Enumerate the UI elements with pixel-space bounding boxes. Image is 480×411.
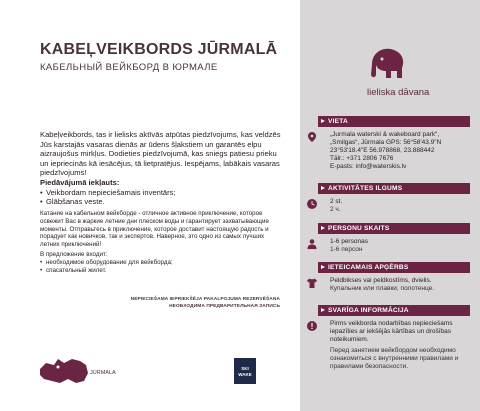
section-duration xyxy=(318,183,470,214)
page-title: KABEĻVEIKBORDS JŪRMALĀ xyxy=(40,41,278,58)
section-title: IETEICAMAIS APĢĒRBS xyxy=(318,262,470,273)
clothing-lv: Peldbikses vai peldkostīms, dvielis. xyxy=(330,277,432,284)
location-phone: Tālr.: +371 2806 7676 xyxy=(330,155,394,162)
ru-paragraph: Катание на кабельном вейкборде - отличное активное приключение, которое освежит Вас в жаркие летние дни плеском воды и гарантирует захватывающие моменты. Отправьтесь в приключение, которое доставит настоящую радость и порадует как новичков, так и экспертов. Наверное, это одно из самых лучших летних приключений! xyxy=(40,209,269,249)
list-item: • спасательный жилет. xyxy=(40,267,282,275)
latvia-map-icon xyxy=(38,355,90,387)
ru-list xyxy=(40,259,282,275)
section-location xyxy=(318,116,470,171)
location-email: E-pasts: info@waterskis.lv xyxy=(330,163,407,170)
section-title: PERSONU SKAITS xyxy=(318,223,470,234)
ru-list-title: В предложение входит: xyxy=(40,251,108,259)
elephant-logo-icon xyxy=(366,44,408,84)
brand-name: lieliska dāvana xyxy=(367,87,430,98)
location-pin-icon xyxy=(306,131,318,143)
section-title: VIETA xyxy=(318,116,470,127)
list-item: • Veikbordam nepieciešamais inventārs; xyxy=(40,188,282,198)
booking-note-lv: NEPIECIEŠAMA IEPRIEKŠĒJA PAKALPOJUMA REZERVĒŠANA xyxy=(130,297,280,302)
map-label: JŪRMALA xyxy=(90,370,116,376)
section-safety xyxy=(318,305,470,371)
ski-wake-logo: SKI WAKE xyxy=(234,358,256,384)
lv-list-title: Piedāvājumā iekļauts: xyxy=(40,177,120,187)
persons-ru: 1-6 персон xyxy=(330,246,363,253)
ru-block xyxy=(40,210,282,275)
duration-lv: 2 st. xyxy=(330,198,343,205)
warning-icon xyxy=(306,320,318,332)
duration-ru: 2 ч. xyxy=(330,206,341,213)
page-subtitle: КАБЕЛЬНЫЙ ВЕЙКБОРД В ЮРМАЛЕ xyxy=(40,62,218,73)
shirt-icon xyxy=(306,277,318,289)
booking-note xyxy=(80,296,280,310)
safety-lv: Pirms veikborda nodarbības nepieciešams iepazīties ar iekšējās kārtības un drošības noteikumiem. xyxy=(330,320,453,343)
person-icon xyxy=(306,238,318,250)
safety-ru: Перед занятием вейкбордом необходимо ознакомиться с внутренними правилами и правилами безопасности. xyxy=(330,347,459,370)
section-persons xyxy=(318,223,470,254)
booking-note-ru: НЕОБХОДИМА ПРЕДВАРИТЕЛЬНАЯ ЗАПИСЬ xyxy=(169,304,280,309)
lv-paragraph: Kabeļveikbords, tas ir lielisks aktīvās atpūtas piedzīvojums, kas veldzēs Jūs karstajās vasaras dienās ar ūdens šļakstiem un garantēs elpu aizraujošus mirkļus. Dodieties piedzīvojumā, kas sniegs patiesu prieku un iepriecinās kā iesācējus, tā lietpratējus. Iespējams, labākais vasaras piedzīvojums! xyxy=(40,130,281,178)
clothing-ru: Купальник или плавки, полотенце. xyxy=(330,285,435,292)
description xyxy=(40,130,282,275)
location-address: „Jurmala waterski & wakeboard park“, „Smilgas“, Jūrmala GPS: 56°58'43.9"N 23°53'18.4"E 56.978868, 23.888442 xyxy=(330,131,442,154)
clock-icon xyxy=(306,198,318,210)
list-item: • необходимое оборудование для вейкборда; xyxy=(40,259,282,267)
persons-lv: 1-6 personas xyxy=(330,238,368,245)
section-clothing xyxy=(318,262,470,293)
list-item: • Glābšanas veste. xyxy=(40,197,282,207)
section-title: AKTIVITĀTES ILGUMS xyxy=(318,183,470,194)
section-title: SVARĪGA INFORMĀCIJA xyxy=(318,305,470,316)
lv-list xyxy=(40,188,282,207)
